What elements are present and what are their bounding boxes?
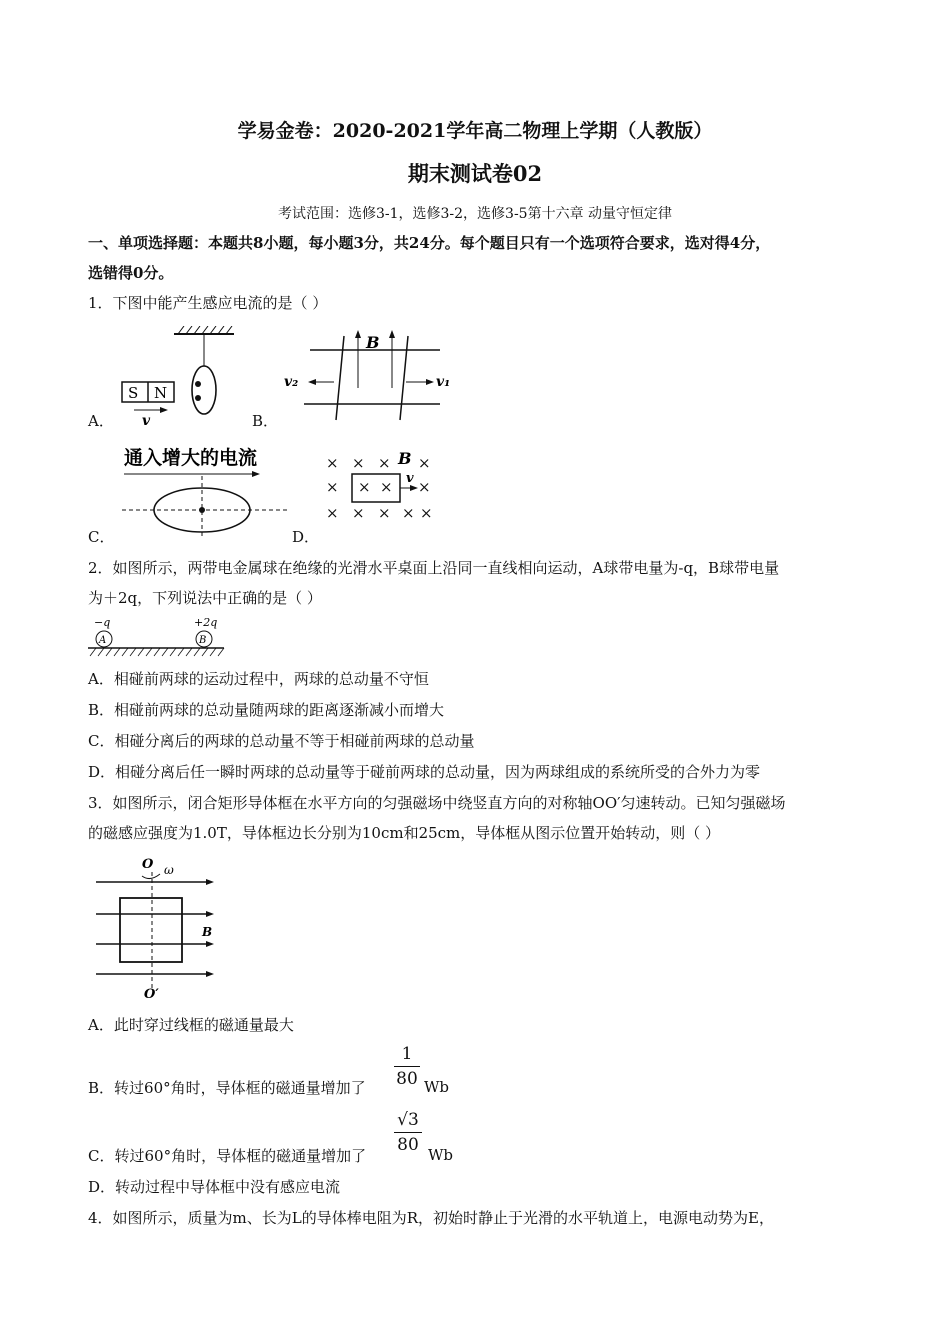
svg-text:×: ×	[358, 478, 371, 496]
section-heading-line2: 选错得0分。	[88, 264, 174, 282]
velocity-label: v	[142, 413, 151, 426]
q3-option-b-fraction	[394, 1044, 420, 1089]
paper-subtitle: 期末测试卷02	[407, 161, 543, 186]
q1-figure-b	[280, 326, 460, 426]
velocity-v1-label: v₁	[436, 374, 451, 390]
svg-text:×: ×	[402, 504, 415, 522]
q2-figure	[88, 616, 228, 658]
fraction-numerator: 1	[401, 1044, 413, 1064]
q2-option-b: B．相碰前两球的总动量随两球的距离逐渐减小而增大	[88, 701, 445, 719]
q3-option-b-unit: Wb	[424, 1078, 450, 1096]
ball-a-label: A	[99, 635, 107, 646]
ball-b-label: B	[199, 635, 207, 646]
svg-text:×: ×	[378, 454, 391, 472]
q3-stem-line1: 3．如图所示，闭合矩形导体框在水平方向的匀强磁场中绕竖直方向的对称轴OO′匀速转动。已知匀强磁场	[88, 794, 786, 812]
q1-option-a: A．	[88, 412, 114, 430]
velocity-v2-label: v₂	[284, 374, 299, 390]
q1-option-c: C．	[88, 528, 115, 546]
field-b-label: B	[202, 925, 213, 939]
q3-stem-line2: 的磁感应强度为1.0T，导体框边长分别为10cm和25cm，导体框从图示位置开始转动，则（ ）	[88, 824, 721, 842]
q1-option-b: B．	[252, 412, 279, 430]
svg-text:×: ×	[380, 478, 393, 496]
svg-text:×: ×	[326, 478, 339, 496]
omega-label: ω	[164, 863, 174, 877]
svg-text:×: ×	[352, 454, 365, 472]
q3-option-b: B．转过60°角时，导体框的磁通量增加了	[88, 1079, 366, 1097]
q3-option-d: D．转动过程中导体框中没有感应电流	[88, 1178, 341, 1196]
svg-text:×: ×	[352, 504, 365, 522]
svg-text:×: ×	[326, 504, 339, 522]
svg-text:×: ×	[418, 478, 431, 496]
q1-figure-d	[322, 446, 442, 530]
velocity-label: v	[406, 471, 414, 486]
svg-text:×: ×	[420, 504, 433, 522]
q3-option-c: C．转过60°角时，导体框的磁通量增加了	[88, 1147, 367, 1165]
fraction-denominator: 80	[396, 1069, 418, 1089]
axis-o-label: O	[142, 857, 154, 872]
q1-option-d: D．	[292, 528, 320, 546]
svg-text:×: ×	[418, 454, 431, 472]
charge-a-label: −q	[94, 616, 111, 629]
q2-option-a: A．相碰前两球的运动过程中，两球的总动量不守恒	[88, 670, 429, 688]
q2-stem-line2: 为＋2q，下列说法中正确的是（ ）	[88, 589, 322, 607]
q3-option-a: A．此时穿过线框的磁通量最大	[88, 1016, 294, 1034]
charge-b-label: +2q	[194, 616, 218, 629]
q2-option-d: D．相碰分离后任一瞬时两球的总动量等于碰前两球的总动量，因为两球组成的系统所受的合外力为零	[88, 763, 761, 781]
q3-option-c-fraction	[394, 1110, 422, 1155]
q1-figure-a	[118, 326, 242, 426]
fraction-denominator: 80	[397, 1135, 419, 1155]
q2-stem-line1: 2．如图所示，两带电金属球在绝缘的光滑水平桌面上沿同一直线相向运动，A球带电量为-q，B球带电量	[88, 559, 780, 577]
paper-title: 学易金卷：2020-2021学年高二物理上学期（人教版）	[237, 120, 713, 142]
q2-option-c: C．相碰分离后的两球的总动量不等于相碰前两球的总动量	[88, 732, 475, 750]
field-b-label: B	[398, 449, 412, 468]
magnet-n-label: N	[154, 384, 168, 402]
field-b-label: B	[366, 333, 380, 352]
current-caption: 通入增大的电流	[124, 447, 258, 469]
fraction-numerator: √3	[397, 1110, 419, 1130]
q3-figure	[92, 852, 222, 1002]
q4-stem: 4．如图所示，质量为m、长为L的导体棒电阻为R，初始时静止于光滑的水平轨道上，电源电动势为E，	[88, 1209, 774, 1227]
section-heading-line1: 一、单项选择题：本题共8小题，每小题3分，共24分。每个题目只有一个选项符合要求，选对得4分，	[88, 234, 771, 252]
axis-o-prime-label: O′	[144, 987, 159, 1002]
svg-text:×: ×	[378, 504, 391, 522]
exam-scope: 考试范围：选修3-1，选修3-2，选修3-5第十六章 动量守恒定律	[277, 206, 673, 222]
svg-text:×: ×	[326, 454, 339, 472]
q1-stem: 1．下图中能产生感应电流的是（ ）	[88, 294, 328, 312]
q3-option-c-unit: Wb	[428, 1146, 454, 1164]
q1-figure-c	[118, 440, 290, 540]
magnet-s-label: S	[128, 384, 139, 402]
